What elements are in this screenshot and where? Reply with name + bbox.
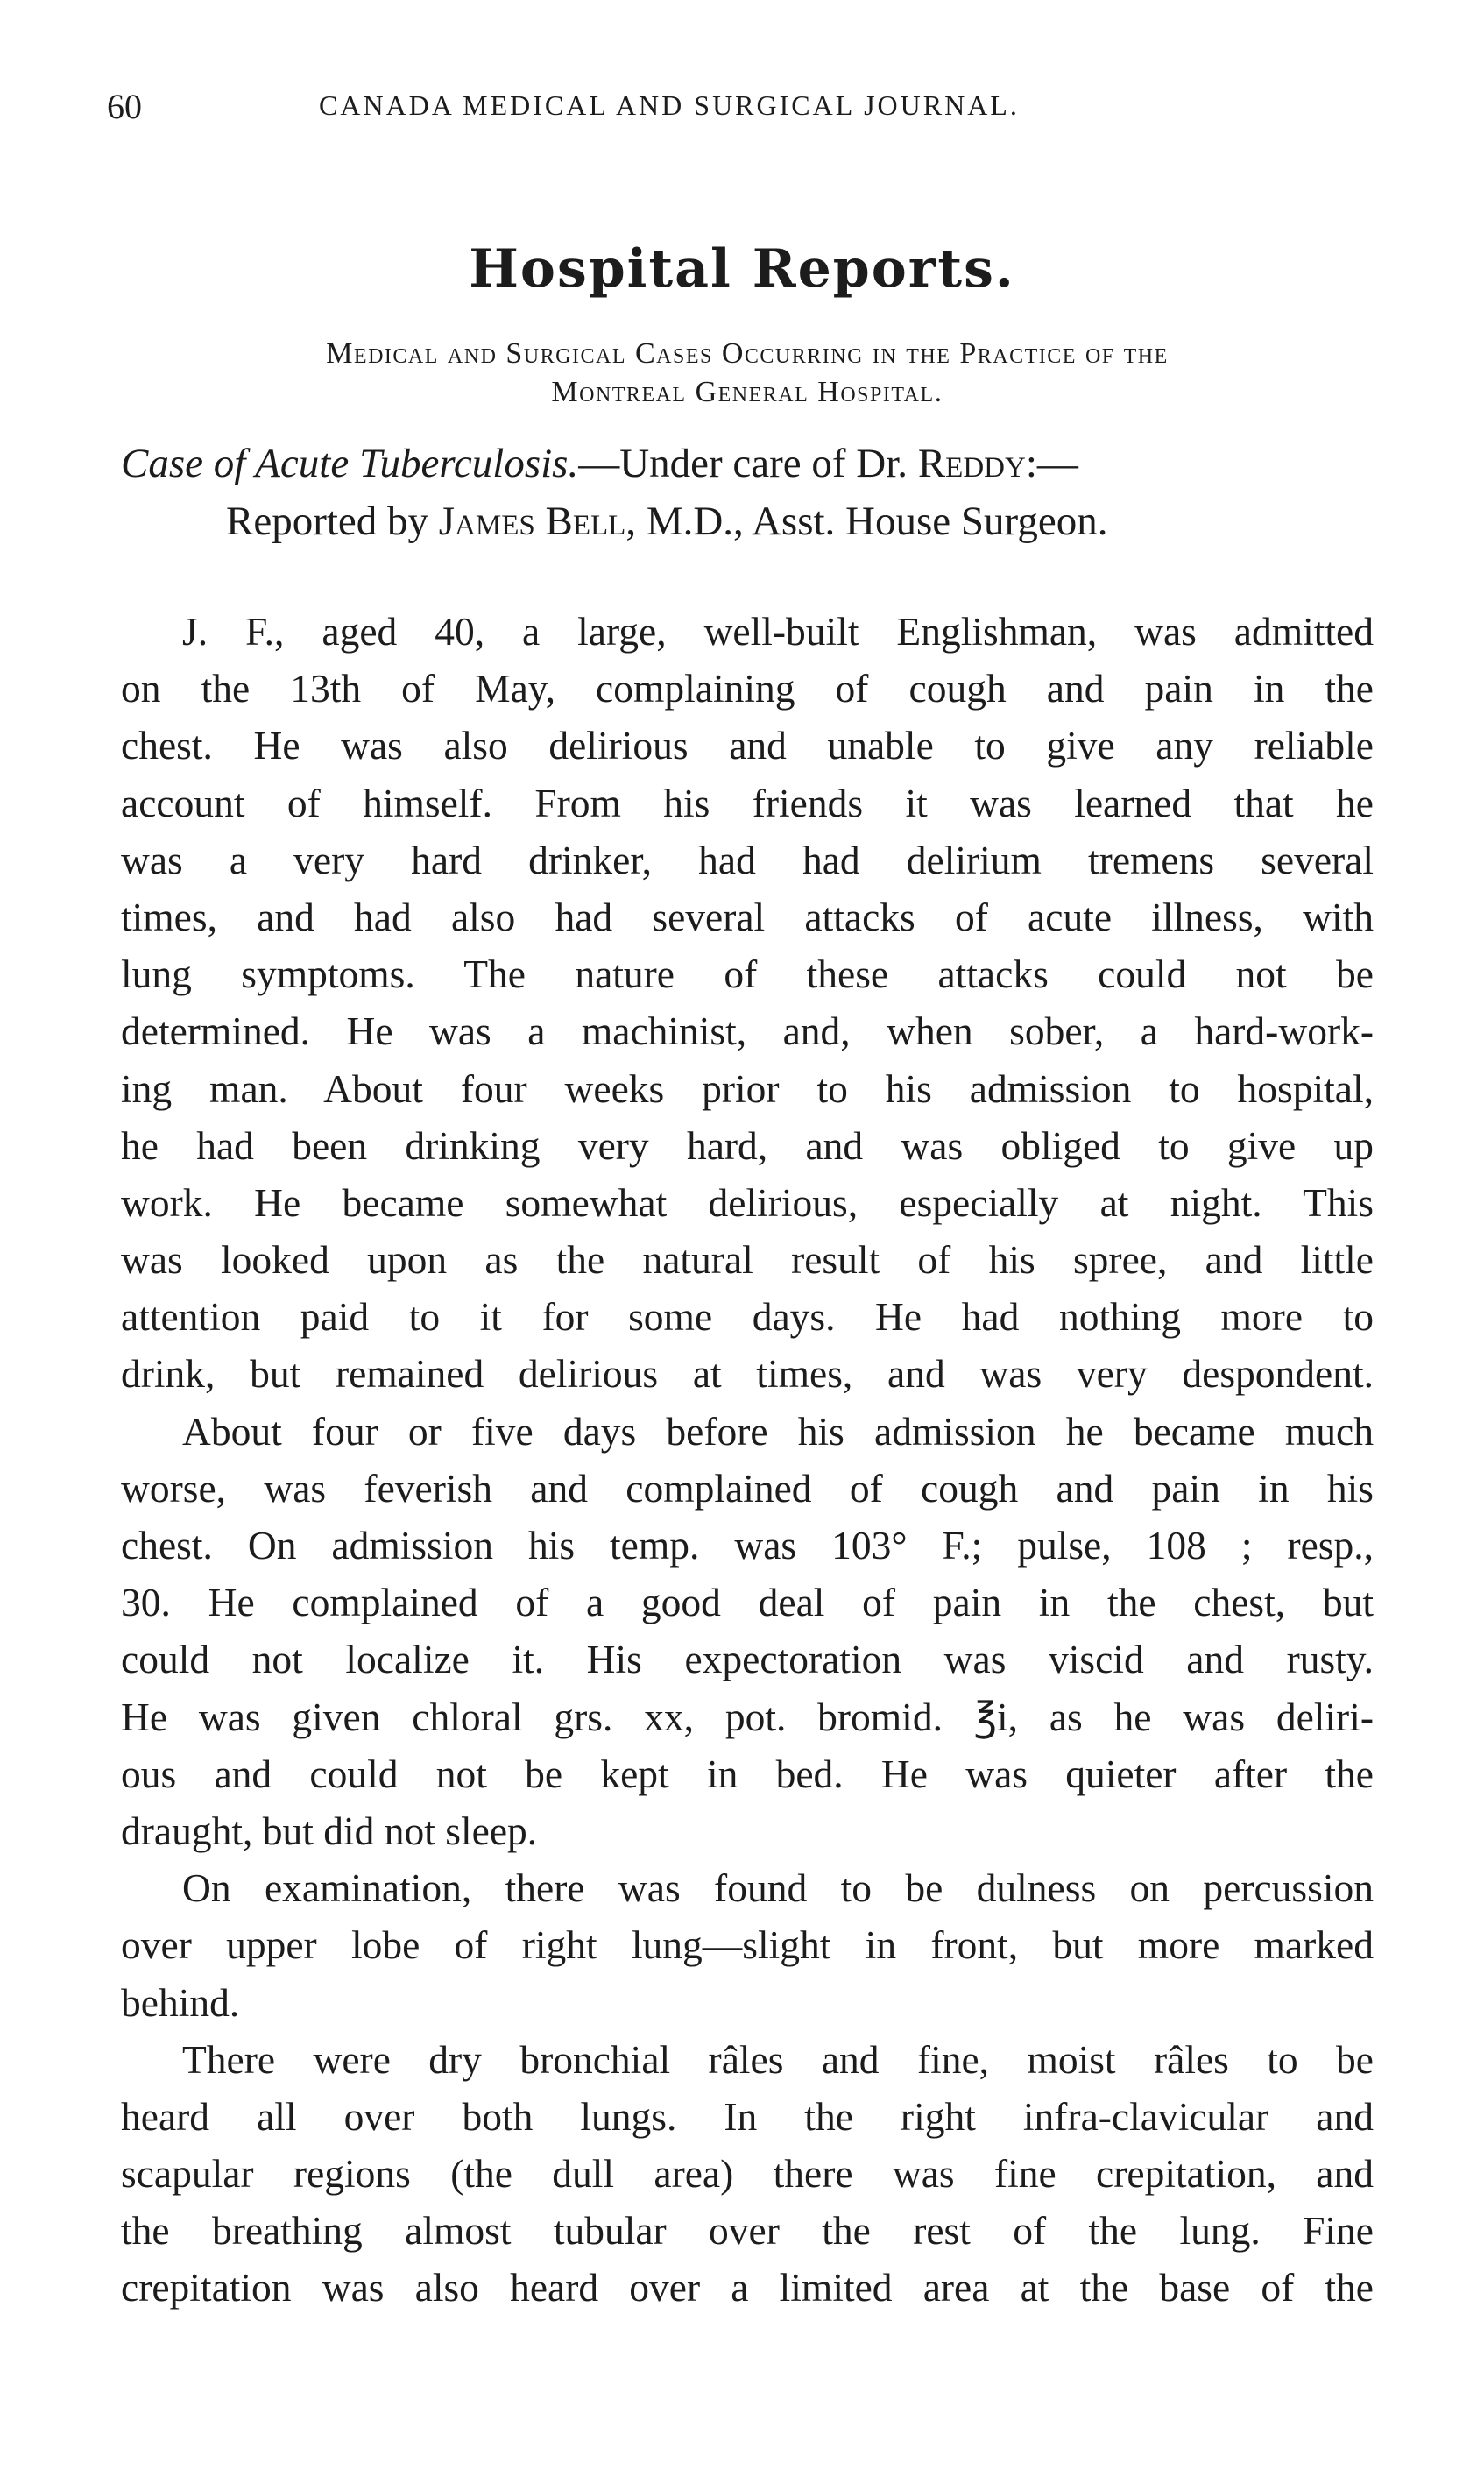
text-line: on the 13th of May, complaining of cough and pain in the: [121, 666, 1374, 711]
text-line: over upper lobe of right lung—slight in front, but more marked: [121, 1922, 1374, 1968]
case-title-end: :—: [1025, 441, 1078, 486]
text-line: account of himself. From his friends it was learned that he: [121, 780, 1374, 825]
text-line: He was given chloral grs. xx, pot. bromid. ℥i, as he was deliri-: [121, 1694, 1374, 1739]
text-line: was a very hard drinker, had had delirium tremens several: [121, 837, 1374, 882]
section-subtitle-line-2: Montreal General Hospital.: [551, 376, 943, 408]
journal-title: CANADA MEDICAL AND SURGICAL JOURNAL.: [319, 89, 1020, 121]
text-line: lung symptoms. The nature of these attacks could not be: [121, 952, 1374, 997]
text-line: could not localize it. His expectoration was viscid and rusty.: [121, 1637, 1374, 1682]
text-line: work. He became somewhat delirious, especially at night. This: [121, 1179, 1374, 1225]
text-line: On examination, there was found to be dulness on percussion: [182, 1865, 1374, 1911]
text-line: scapular regions (the dull area) there was fine crepitation, and: [121, 2151, 1374, 2197]
reporter-line: [121, 492, 1382, 550]
page-number: 60: [107, 87, 142, 126]
reported-by-label: Reported by: [226, 499, 439, 544]
running-head: [107, 86, 1351, 138]
text-line: attention paid to it for some days. He had nothing more to: [121, 1294, 1374, 1340]
body-text: [121, 603, 1374, 2317]
section-subtitle-line-1: Medical and Surgical Cases Occurring in the Practice of the: [326, 337, 1169, 370]
text-line: determined. He was a machinist, and, when sober, a hard-work-: [121, 1008, 1374, 1054]
text-line: he had been drinking very hard, and was obliged to give up: [121, 1122, 1374, 1168]
section-title: Hospital Reports.: [469, 238, 1015, 300]
text-line: was looked upon as the natural result of his spree, and little: [121, 1237, 1374, 1283]
text-line: There were dry bronchial râles and fine, moist râles to be: [182, 2036, 1374, 2082]
text-line: J. F., aged 40, a large, well-built Englishman, was admitted: [182, 609, 1374, 654]
text-line: chest. On admission his temp. was 103° F.; pulse, 108 ; resp.,: [121, 1523, 1374, 1568]
text-line: About four or five days before his admission he became much: [182, 1408, 1374, 1454]
text-line: ous and could not be kept in bed. He was quieter after the: [121, 1751, 1374, 1796]
text-line: draught, but did not sleep.: [121, 1808, 538, 1853]
text-line: worse, was feverish and complained of cough and pain in his: [121, 1465, 1374, 1511]
text-line: ing man. About four weeks prior to his admission to hospital,: [121, 1065, 1374, 1111]
text-line: the breathing almost tubular over the rest of the lung. Fine: [121, 2208, 1374, 2254]
text-line: drink, but remained delirious at times, and was very despondent.: [121, 1351, 1374, 1397]
text-line: chest. He was also delirious and unable to give any reliable: [121, 723, 1374, 768]
reporter-credentials: , M.D., Asst. House Surgeon.: [625, 499, 1108, 544]
text-line: heard all over both lungs. In the right infra-clavicular and: [121, 2093, 1374, 2139]
reporter-name: James Bell: [438, 499, 626, 544]
case-heading: [121, 435, 1382, 550]
text-line: 30. He complained of a good deal of pain in the chest, but: [121, 1580, 1374, 1625]
text-line: times, and had also had several attacks of acute illness, with: [121, 894, 1374, 939]
section-subtitle: [121, 335, 1374, 412]
case-title-rest: —Under care of Dr.: [578, 441, 918, 486]
text-line: crepitation was also heard over a limited area at the base of the: [121, 2265, 1374, 2311]
doctor-name: Reddy: [917, 441, 1026, 486]
text-line: behind.: [121, 1979, 240, 2025]
case-title: Case of Acute Tuberculosis.: [121, 441, 579, 486]
